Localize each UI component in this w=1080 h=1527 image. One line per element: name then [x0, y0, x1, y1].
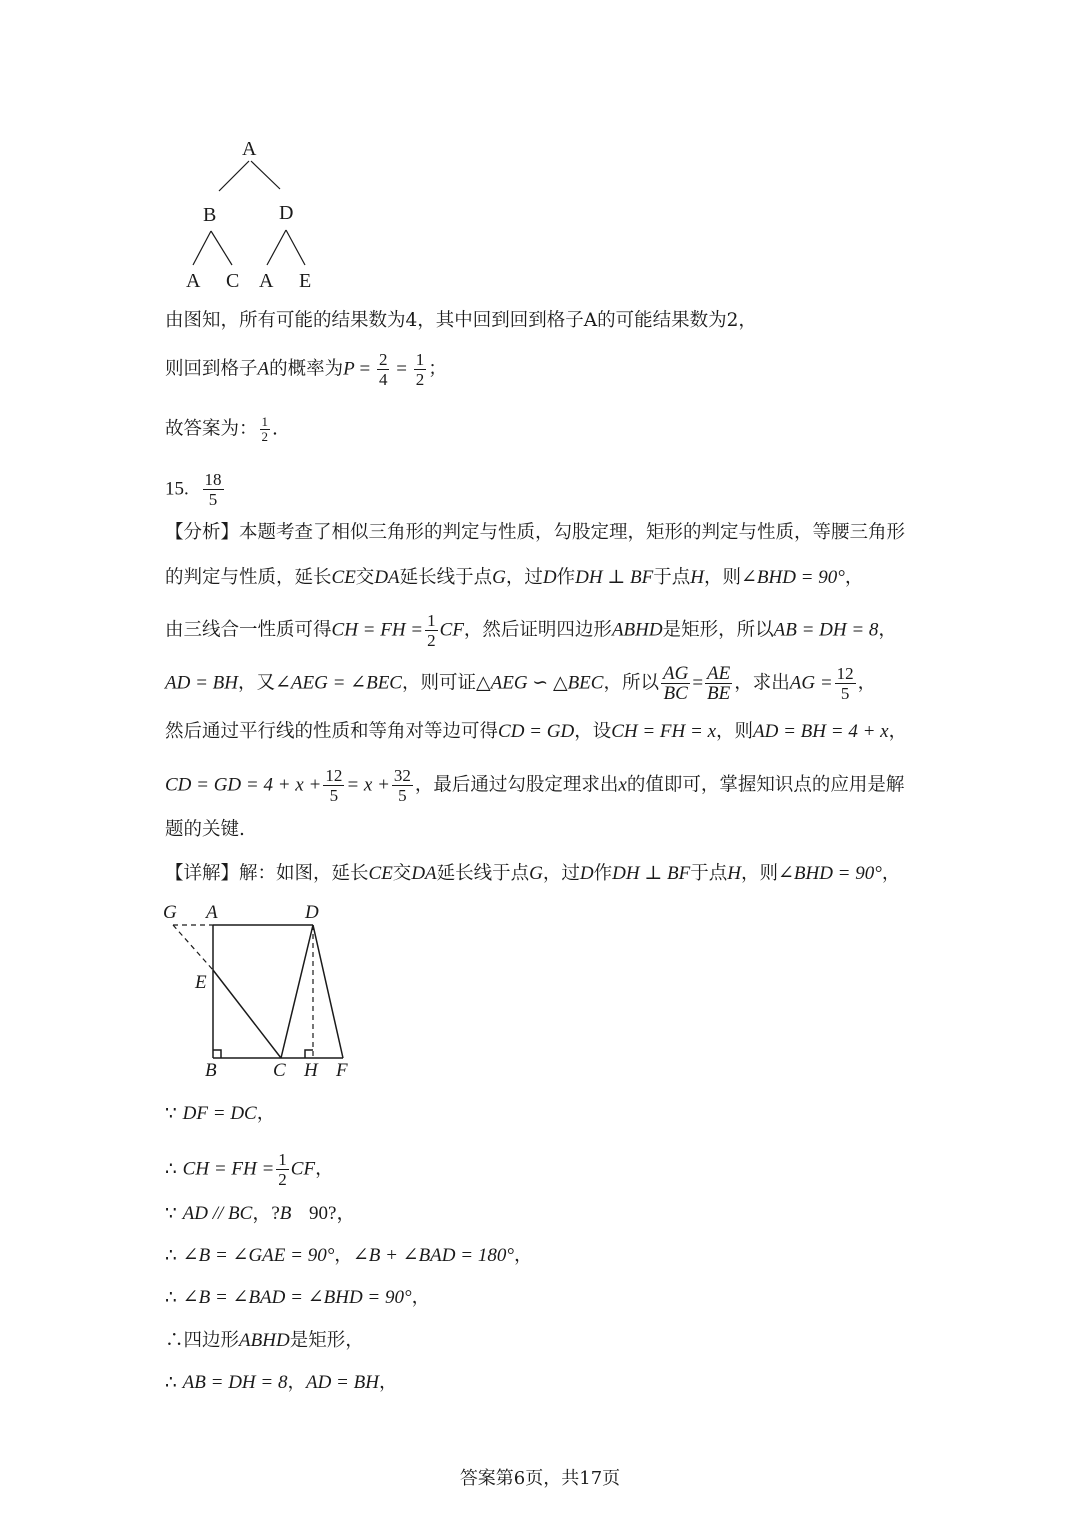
- tree-leaf-e: E: [299, 270, 312, 292]
- analysis-line-4: AD = BH，又∠AEG = ∠BEC，则可证△AEG ∽ △BEC，所以 $\frac{AG}{BC}$ = $\frac{AE}{BE}$ ，求出AG = $\frac{12}{5}$ ，: [165, 663, 877, 704]
- fraction: $\frac{1}{2}$: [427, 611, 436, 650]
- analysis-line-3: 由三线合一性质可得CH = FH = $\frac{1}{2}$ CF，然后证明四边形ABHD是矩形，所以AB = DH = 8，: [165, 611, 897, 650]
- tree-node-d: D: [279, 202, 294, 224]
- label-d: D: [305, 902, 319, 923]
- step-1: ∵ DF = DC，: [165, 1103, 276, 1124]
- fraction: $\frac{12}{5}$: [325, 766, 343, 805]
- fraction: $\frac{2}{4}$: [378, 350, 388, 389]
- fraction: $\frac{12}{5}$: [836, 664, 854, 703]
- label-a: A: [206, 902, 218, 923]
- detail-line: 【详解】解：如图，延长CE交DA延长线于点G，过D作DH ⊥ BF于点H，则∠BHD = 90°，: [165, 863, 901, 884]
- fraction: $\frac{1}{2}$: [261, 414, 269, 444]
- label-h: H: [304, 1060, 318, 1081]
- analysis-line-1: 【分析】本题考查了相似三角形的判定与性质，勾股定理，矩形的判定与性质，等腰三角形: [165, 522, 906, 543]
- fraction: $\frac{1}{2}$: [278, 1150, 287, 1189]
- tree-leaf-a1: A: [186, 270, 201, 292]
- label-g: G: [163, 902, 177, 923]
- step-3: ∵ AD // BC，?B 90?，: [165, 1203, 356, 1224]
- page-footer: 答案第6页，共17页: [459, 1468, 621, 1489]
- label-f: F: [336, 1060, 348, 1081]
- step-5: ∴ ∠B = ∠BAD = ∠BHD = 90°，: [165, 1287, 431, 1308]
- step-4: ∴ ∠B = ∠GAE = 90°，∠B + ∠BAD = 180°，: [165, 1245, 533, 1266]
- fraction: $\frac{32}{5}$: [393, 766, 411, 805]
- label-c: C: [273, 1060, 286, 1081]
- question-15-answer: 15. $\frac{18}{5}$: [165, 470, 222, 509]
- tree-leaf-c: C: [226, 270, 240, 292]
- analysis-line-5: 然后通过平行线的性质和等角对等边可得CD = GD，设CH = FH = x，则AD = BH = 4 + x，: [165, 721, 908, 742]
- label-e: E: [195, 972, 207, 993]
- step-7: ∴ AB = DH = 8，AD = BH，: [165, 1372, 398, 1393]
- tree-node-b: B: [203, 204, 217, 226]
- step-2: ∴ CH = FH = $\frac{1}{2}$ CF，: [165, 1150, 334, 1189]
- step-6: ∴四边形ABHD是矩形，: [165, 1330, 364, 1351]
- geometry-lines: [0, 0, 400, 1100]
- fraction: $\frac{1}{2}$: [415, 350, 425, 389]
- analysis-line-2: 的判定与性质，延长CE交DA延长线于点G，过D作DH ⊥ BF于点H，则∠BHD = 90°，: [165, 567, 864, 588]
- analysis-line-6: CD = GD = 4 + x + $\frac{12}{5}$ = x + $\frac{32}{5}$ ，最后通过勾股定理求出x的值即可，掌握知识点的应用是解: [165, 766, 905, 805]
- fraction: $\frac{AG}{BC}$: [662, 663, 689, 704]
- answer-line: 故答案为： $\frac{1}{2}$ .: [165, 414, 278, 444]
- probability-line: 则回到格子A的概率为P = $\frac{2}{4}$ = $\frac{1}{2}$ ；: [165, 350, 447, 389]
- fraction: $\frac{18}{5}$: [204, 470, 222, 509]
- result-count-line: 由图知，所有可能的结果数为4，其中回到回到格子A的可能结果数为2，: [165, 310, 757, 331]
- fraction: $\frac{AE}{BE}$: [707, 663, 731, 704]
- label-b: B: [205, 1060, 217, 1081]
- tree-root: A: [242, 138, 257, 160]
- analysis-line-7: 题的关键.: [165, 819, 245, 840]
- tree-leaf-a2: A: [259, 270, 274, 292]
